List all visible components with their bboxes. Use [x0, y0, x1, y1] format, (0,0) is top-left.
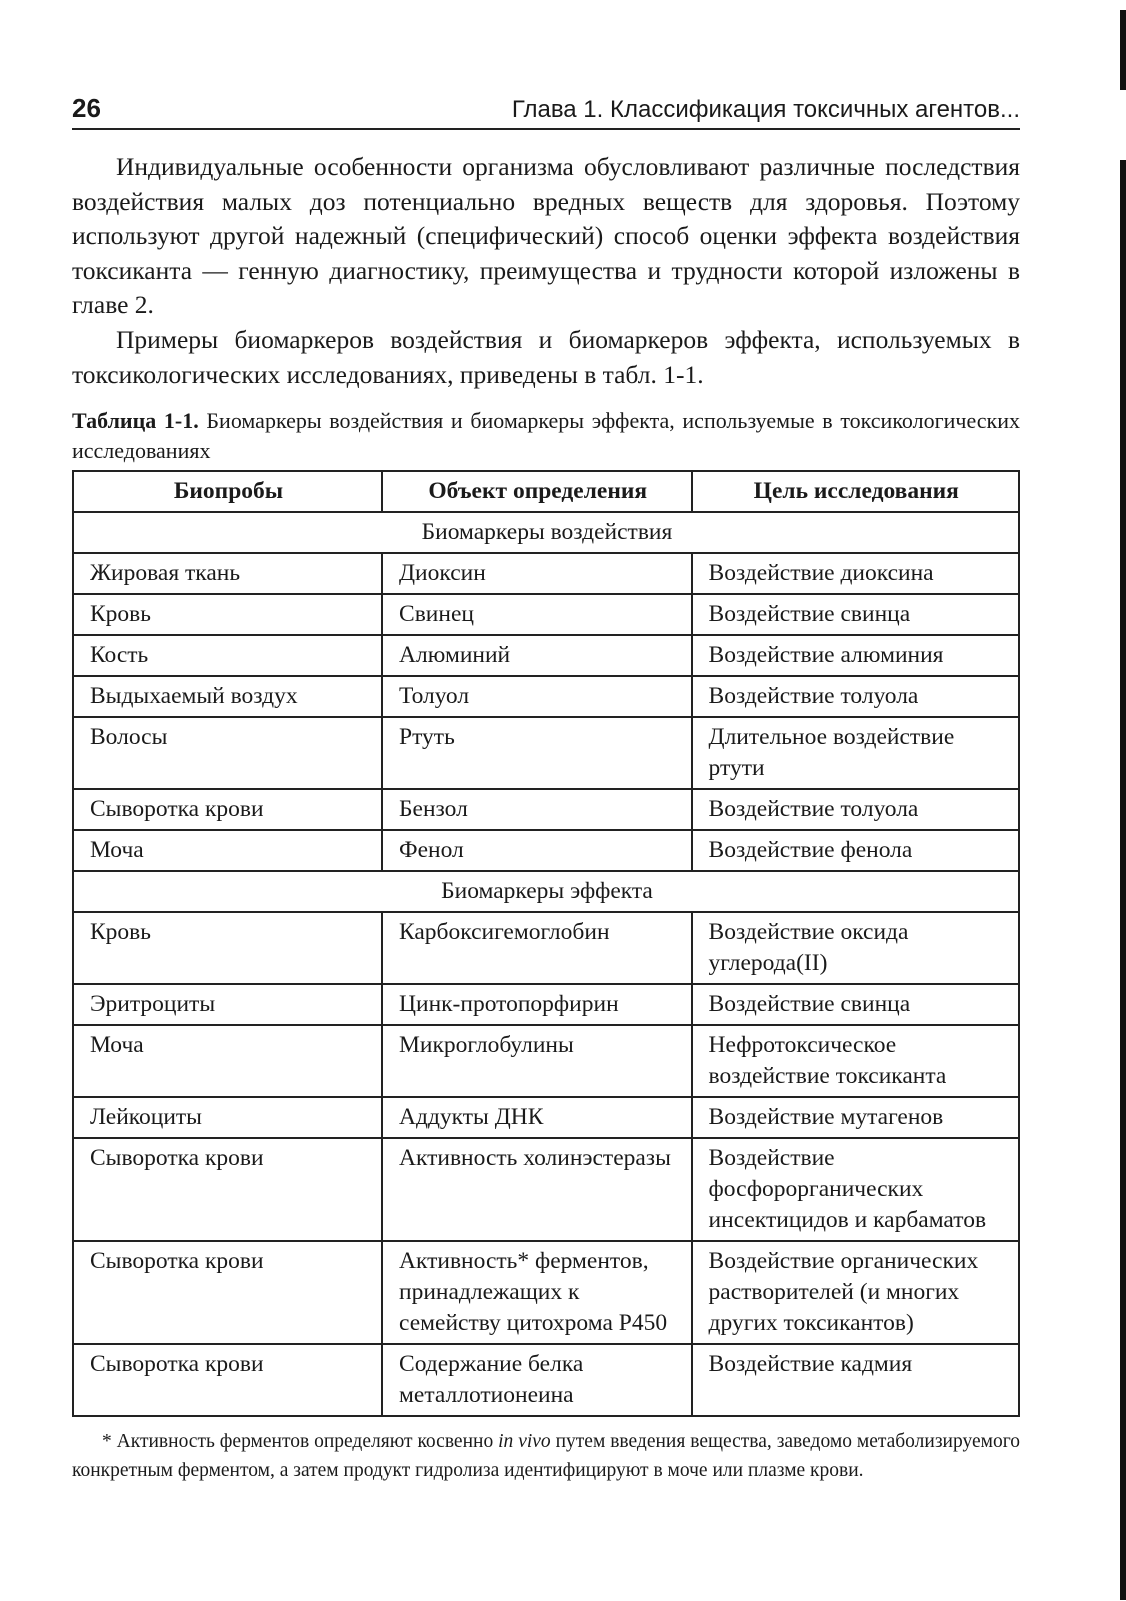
body-paragraph: Индивидуальные особенности организма обусловливают различные последствия воздействия малых доз потенциально вредных веществ для здоровья. Поэтому используют другой надежный (специфический) способ оценки эффекта воздействия токсиканта — генную диагностику, преимущества и трудности которой изложены в главе 2.	[72, 152, 1020, 320]
cell-biosample: Кровь	[73, 594, 382, 635]
cell-biosample: Кость	[73, 635, 382, 676]
table-row	[73, 830, 1019, 871]
table-row	[73, 635, 1019, 676]
cell-biosample: Сыворотка крови	[73, 1138, 382, 1241]
cell-target: Фенол	[382, 830, 692, 871]
cell-target: Цинк-протопорфирин	[382, 984, 692, 1025]
cell-biosample: Выдыхаемый воздух	[73, 676, 382, 717]
column-header-target: Объект определения	[382, 471, 692, 512]
cell-target: Толуол	[382, 676, 692, 717]
cell-target: Ртуть	[382, 717, 692, 789]
table-row	[73, 984, 1019, 1025]
page-number: 26	[72, 93, 101, 123]
footnote-italic: in vivo	[498, 1431, 551, 1453]
page-edge-shadow	[1120, 160, 1126, 1600]
cell-purpose: Воздействие диоксина	[692, 553, 1019, 594]
cell-biosample: Сыворотка крови	[73, 1344, 382, 1416]
table-row	[73, 789, 1019, 830]
cell-purpose: Длительное воздействие ртути	[692, 717, 1019, 789]
footnote-text: * Активность ферментов определяют косвенно	[102, 1431, 499, 1453]
cell-biosample: Моча	[73, 830, 382, 871]
cell-biosample: Моча	[73, 1025, 382, 1097]
body-paragraph: Примеры биомаркеров воздействия и биомаркеров эффекта, используемых в токсикологических исследованиях, приведены в табл. 1-1.	[72, 324, 1020, 389]
page-edge-shadow	[1120, 10, 1126, 90]
cell-target: Содержание белка металлотионеина	[382, 1344, 692, 1416]
cell-biosample: Сыворотка крови	[73, 789, 382, 830]
cell-purpose: Воздействие свинца	[692, 594, 1019, 635]
cell-purpose: Воздействие толуола	[692, 789, 1019, 830]
cell-target: Свинец	[382, 594, 692, 635]
cell-purpose: Воздействие кадмия	[692, 1344, 1019, 1416]
cell-purpose: Воздействие мутагенов	[692, 1097, 1019, 1138]
cell-biosample: Жировая ткань	[73, 553, 382, 594]
cell-target: Карбоксигемоглобин	[382, 912, 692, 984]
cell-target: Бензол	[382, 789, 692, 830]
chapter-title: Глава 1. Классификация токсичных агентов...	[511, 96, 1020, 123]
cell-purpose: Воздействие фосфорорганических инсектицидов и карбаматов	[692, 1138, 1019, 1241]
cell-biosample: Кровь	[73, 912, 382, 984]
table-row	[73, 594, 1019, 635]
section-row-exposure	[73, 512, 1019, 553]
table-row	[73, 676, 1019, 717]
cell-purpose: Воздействие фенола	[692, 830, 1019, 871]
table-caption-label: Таблица 1-1.	[72, 408, 199, 434]
cell-target: Активность* ферментов, принадлежащих к семейству цитохрома Р450	[382, 1241, 692, 1344]
cell-purpose: Воздействие толуола	[692, 676, 1019, 717]
table-row	[73, 553, 1019, 594]
cell-biosample: Эритроциты	[73, 984, 382, 1025]
cell-purpose: Воздействие оксида углерода(II)	[692, 912, 1019, 984]
table-row	[73, 1097, 1019, 1138]
section-row-effect	[73, 871, 1019, 912]
cell-target: Диоксин	[382, 553, 692, 594]
section-title: Биомаркеры воздействия	[73, 512, 1019, 553]
table-row	[73, 1025, 1019, 1097]
table-row	[73, 912, 1019, 984]
table-row	[73, 1344, 1019, 1416]
table-caption	[72, 406, 1020, 466]
cell-target: Алюминий	[382, 635, 692, 676]
cell-purpose: Нефротоксическое воздействие токсиканта	[692, 1025, 1019, 1097]
cell-purpose: Воздействие органических растворителей (и многих других токсикантов)	[692, 1241, 1019, 1344]
cell-biosample: Сыворотка крови	[73, 1241, 382, 1344]
running-header	[72, 88, 1020, 130]
cell-purpose: Воздействие свинца	[692, 984, 1019, 1025]
table-header-row	[73, 471, 1019, 512]
cell-purpose: Воздействие алюминия	[692, 635, 1019, 676]
table-caption-text: Биомаркеры воздействия и биомаркеры эффекта, используемые в токсикологических исследованиях	[72, 408, 1020, 464]
column-header-biosamples: Биопробы	[73, 471, 382, 512]
section-title: Биомаркеры эффекта	[73, 871, 1019, 912]
column-header-purpose: Цель исследования	[692, 471, 1019, 512]
table-row	[73, 1241, 1019, 1344]
table-row	[73, 1138, 1019, 1241]
cell-target: Микроглобулины	[382, 1025, 692, 1097]
table-row	[73, 717, 1019, 789]
cell-target: Аддукты ДНК	[382, 1097, 692, 1138]
cell-target: Активность холинэстеразы	[382, 1138, 692, 1241]
page	[72, 88, 1020, 1505]
cell-biosample: Лейкоциты	[73, 1097, 382, 1138]
biomarkers-table	[72, 470, 1020, 1417]
table-footnote	[72, 1427, 1020, 1485]
footnote-text: путем введения вещества, заведомо метаболизируемого конкретным ферментом, а затем продукт гидролиза идентифицируют в моче или плазме крови.	[72, 1431, 1020, 1482]
cell-biosample: Волосы	[73, 717, 382, 789]
